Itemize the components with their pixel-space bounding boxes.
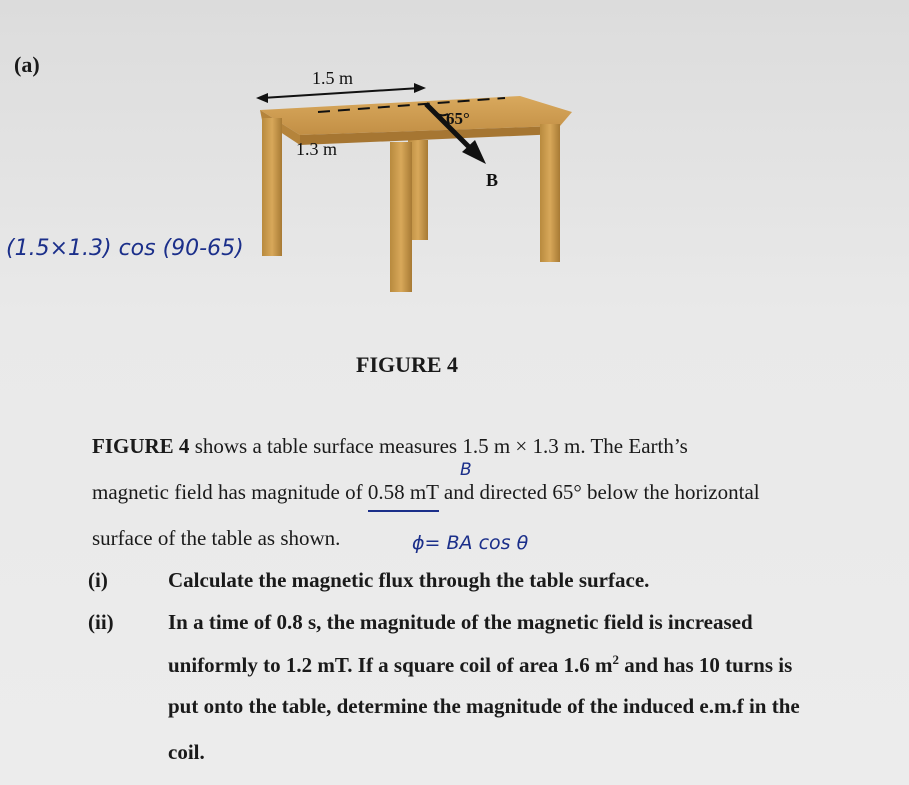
question-ii-line-3: put onto the table, determine the magnitude of the induced e.m.f in the xyxy=(168,694,800,718)
question-ii-line-1: In a time of 0.8 s, the magnitude of the magnetic field is increased xyxy=(168,610,753,634)
length-label: 1.5 m xyxy=(312,68,354,88)
question-i-number: (i) xyxy=(88,568,108,592)
table-leg-right xyxy=(540,124,560,262)
table-leg-front xyxy=(390,142,412,292)
paragraph-line-2: magnetic field has magnitude of 0.58 mT and directed 65° below the horizontal xyxy=(92,480,760,505)
question-i-text: Calculate the magnetic flux through the table surface. xyxy=(168,568,650,592)
width-label: 1.3 m xyxy=(296,139,338,159)
figure-reference: FIGURE 4 xyxy=(92,434,190,458)
part-label: (a) xyxy=(14,52,40,77)
question-ii-line-4: coil. xyxy=(168,740,205,764)
length-dimension-arrow xyxy=(262,88,420,98)
question-ii-line-2: uniformly to 1.2 mT. If a square coil of area 1.6 $m^2$ and has 10 turns is xyxy=(168,652,793,677)
handwritten-b-note: B xyxy=(460,460,472,480)
handwritten-calculation: (1.5×1.3) cos (90-65) xyxy=(6,236,244,261)
paragraph-line-3: surface of the table as shown. xyxy=(92,526,341,550)
paragraph-line-1 xyxy=(92,434,688,459)
field-magnitude: 0.58 mT xyxy=(368,480,439,512)
handwritten-formula: ϕ= BA cos θ xyxy=(412,532,529,554)
angle-label: 65° xyxy=(446,109,470,128)
table-figure xyxy=(0,0,909,345)
figure-caption: FIGURE 4 xyxy=(356,352,459,377)
field-label: B xyxy=(486,170,499,190)
table-leg-front-left xyxy=(262,118,282,256)
question-ii-number: (ii) xyxy=(88,610,114,634)
line1-text: shows a table surface measures 1.5 m × 1.3 m. The Earth’s xyxy=(194,434,688,458)
